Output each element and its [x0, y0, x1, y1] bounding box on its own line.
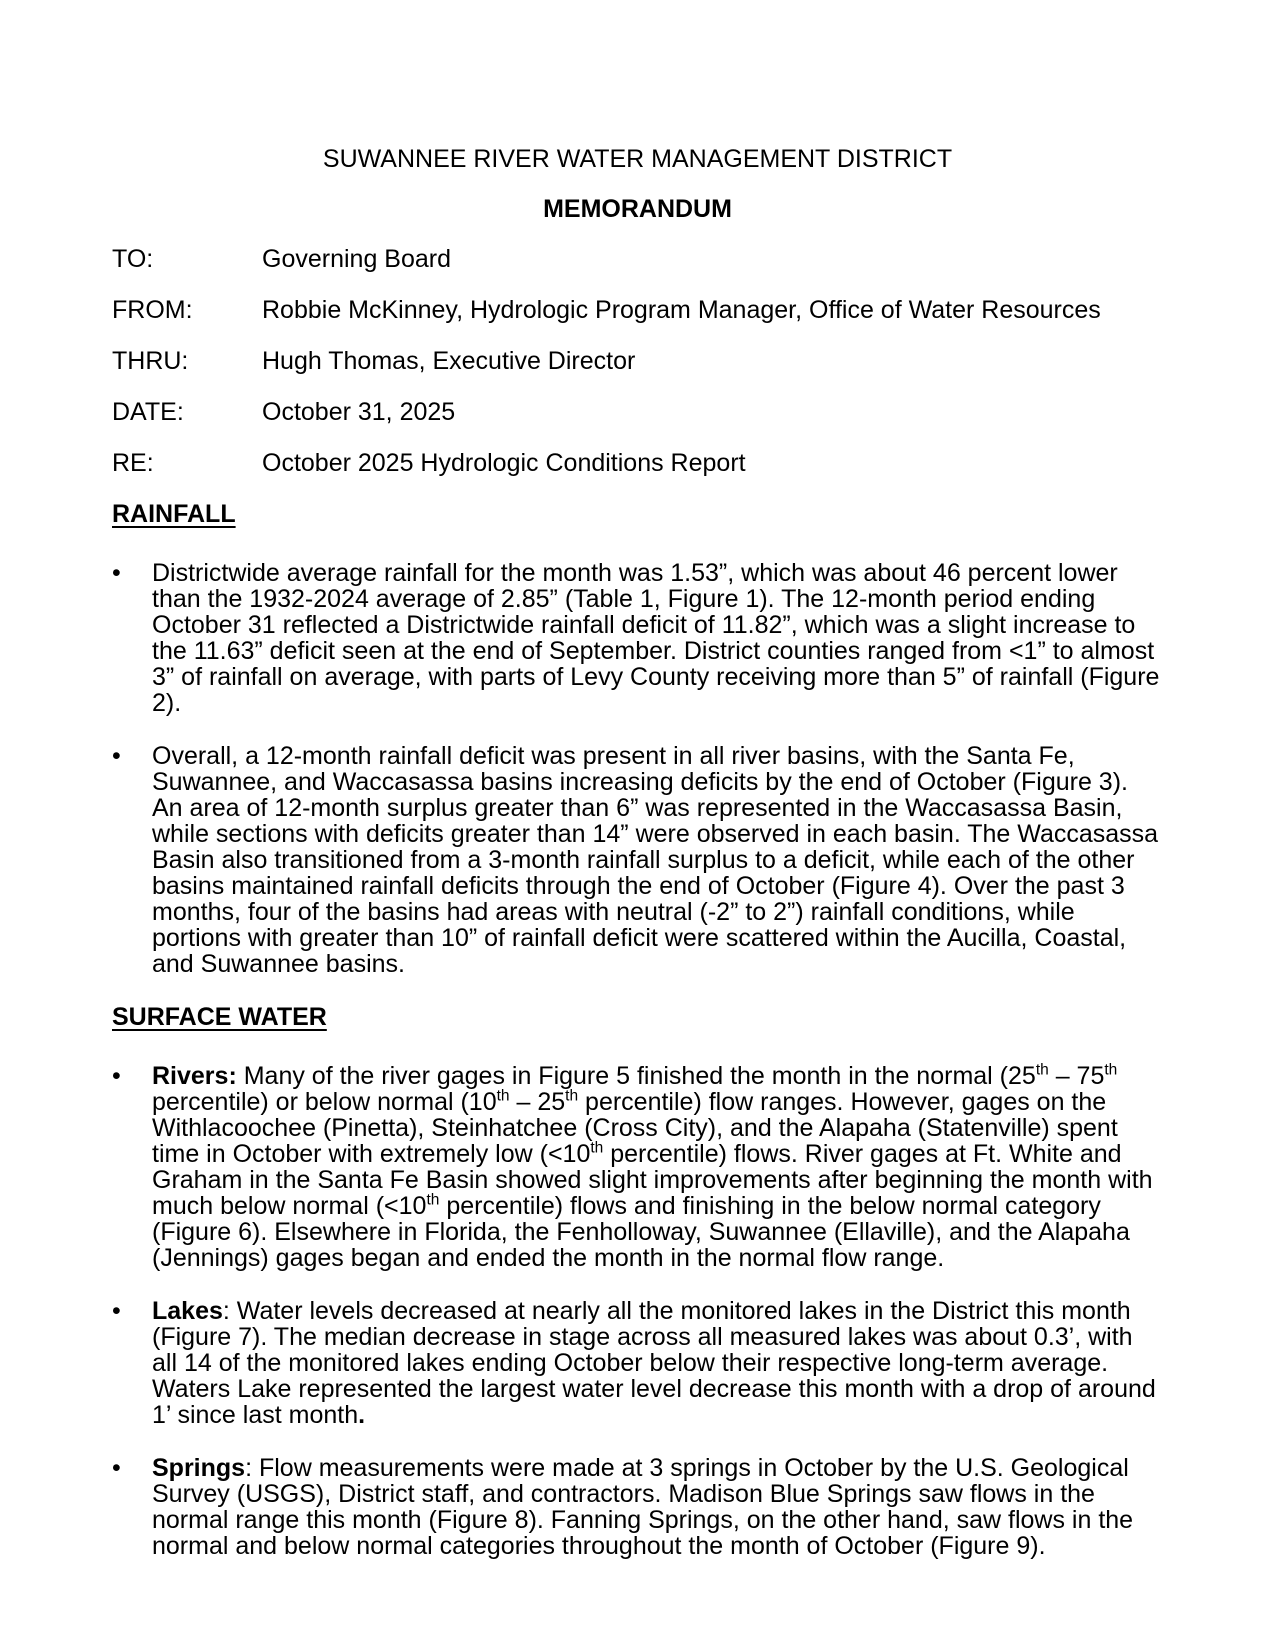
meta-row-from [112, 297, 1163, 323]
text-run: Many of the river gages in Figure 5 finished the month in the normal (25 [236, 1062, 1036, 1090]
text-run: percentile) flow ranges. However, gages on the Withlacoochee (Pinetta), Steinhatchee (Cross City), and the Alapaha (Statenville) spent time in October with extremely low (<10 [152, 1088, 1118, 1168]
section-heading-surface-water: SURFACE WATER [112, 1003, 327, 1031]
memo-heading: MEMORANDUM [543, 195, 732, 223]
memo-body [112, 501, 1163, 1559]
text-run: Overall, a 12-month rainfall deficit was present in all river basins, with the Santa Fe, Suwannee, and Waccasassa basins increasing deficits by the end of October (Figure 3). An area of 12-month surplus greater than 6” was represented in the Waccasassa Basin, while sections with deficits greater than 14” were observed in each basin. The Waccasassa Basin also transitioned from a 3-month rainfall surplus to a deficit, while each of the other basins maintained rainfall deficits through the end of October (Figure 4). Over the past 3 months, four of the basins had areas with neutral (-2” to 2”) rainfall conditions, while portions with greater than 10” of rainfall deficit were scattered within the Aucilla, Coastal, and Suwannee basins. [152, 742, 1159, 978]
meta-label-re: RE: [112, 449, 154, 477]
section-heading-rainfall: RAINFALL [112, 500, 236, 528]
bullet-text-surface-water-0 [152, 1063, 1163, 1271]
text-run: – 75 [1048, 1062, 1105, 1090]
meta-label-to: TO: [112, 245, 154, 273]
text-run: th [496, 1087, 510, 1105]
text-run: th [1104, 1061, 1118, 1079]
bullet-icon: • [112, 1062, 121, 1090]
text-run: Springs [152, 1454, 246, 1482]
text-run: . [358, 1401, 366, 1429]
meta-row-re [112, 450, 1163, 476]
bullet-item-rainfall-0 [112, 560, 1163, 716]
text-run: percentile) or below normal (10 [152, 1088, 497, 1116]
text-run: percentile) flows. River gages at Ft. White and Graham in the Santa Fe Basin showed slight improvements after beginning the month with much below normal (<10 [152, 1140, 1153, 1220]
bullet-icon: • [112, 742, 121, 770]
text-run: th [590, 1139, 604, 1157]
bullet-icon: • [112, 559, 121, 587]
bullet-text-rainfall-0 [152, 560, 1163, 716]
bullet-item-surface-water-2 [112, 1455, 1163, 1559]
document-title: SUWANNEE RIVER WATER MANAGEMENT DISTRICT [322, 145, 953, 173]
text-run: Lakes [152, 1297, 223, 1325]
text-run: Districtwide average rainfall for the month was 1.53”, which was about 46 percent lower than the 1932-2024 average of 2.85” (Table 1, Figure 1). The 12-month period ending October 31 reflected a Districtwide rainfall deficit of 11.82”, which was a slight increase to the 11.63” deficit seen at the end of September. District counties ranged from <1” to almost 3” of rainfall on average, with parts of Levy County receiving more than 5” of rainfall (Figure 2). [152, 559, 1160, 717]
bullet-text-surface-water-2 [152, 1455, 1163, 1559]
bullet-icon: • [112, 1454, 121, 1482]
text-run: Rivers: [152, 1062, 237, 1090]
bullet-item-rainfall-1 [112, 743, 1163, 977]
text-run: th [1035, 1061, 1049, 1079]
text-run: percentile) flows and finishing in the below normal category (Figure 6). Elsewhere in Florida, the Fenholloway, Suwannee (Ellaville), and the Alapaha (Jennings) gages began and ended the month in the normal flow range. [152, 1192, 1130, 1272]
text-run: th [565, 1087, 579, 1105]
memo-meta-block [112, 246, 1163, 476]
text-run: th [426, 1191, 440, 1209]
bullet-text-surface-water-1 [152, 1298, 1163, 1428]
meta-label-from: FROM: [112, 296, 193, 324]
meta-label-date: DATE: [112, 398, 184, 426]
text-run: : Water levels decreased at nearly all the monitored lakes in the District this month (Figure 7). The median decrease in stage across all measured lakes was about 0.3’, with all 14 of the monitored lakes ending October below their respective long-term average. Waters Lake represented the largest water level decrease this month with a drop of around 1’ since last month [152, 1297, 1156, 1429]
meta-value-to: Governing Board [262, 245, 452, 273]
meta-row-thru [112, 348, 1163, 374]
meta-row-to [112, 246, 1163, 272]
meta-value-from: Robbie McKinney, Hydrologic Program Manager, Office of Water Resources [262, 296, 1101, 324]
bullet-text-rainfall-1 [152, 743, 1163, 977]
bullet-item-surface-water-1 [112, 1298, 1163, 1428]
text-run: – 25 [509, 1088, 566, 1116]
bullet-icon: • [112, 1297, 121, 1325]
meta-value-re: October 2025 Hydrologic Conditions Report [262, 449, 746, 477]
meta-label-thru: THRU: [112, 347, 189, 375]
text-run: : Flow measurements were made at 3 springs in October by the U.S. Geological Survey (USGS), District staff, and contractors. Madison Blue Springs saw flows in the normal range this month (Figure 8). Fanning Springs, on the other hand, saw flows in the normal and below normal categories throughout the month of October (Figure 9). [152, 1454, 1134, 1560]
meta-value-thru: Hugh Thomas, Executive Director [262, 347, 636, 375]
bullet-item-surface-water-0 [112, 1063, 1163, 1271]
meta-value-date: October 31, 2025 [262, 398, 456, 426]
meta-row-date [112, 399, 1163, 425]
